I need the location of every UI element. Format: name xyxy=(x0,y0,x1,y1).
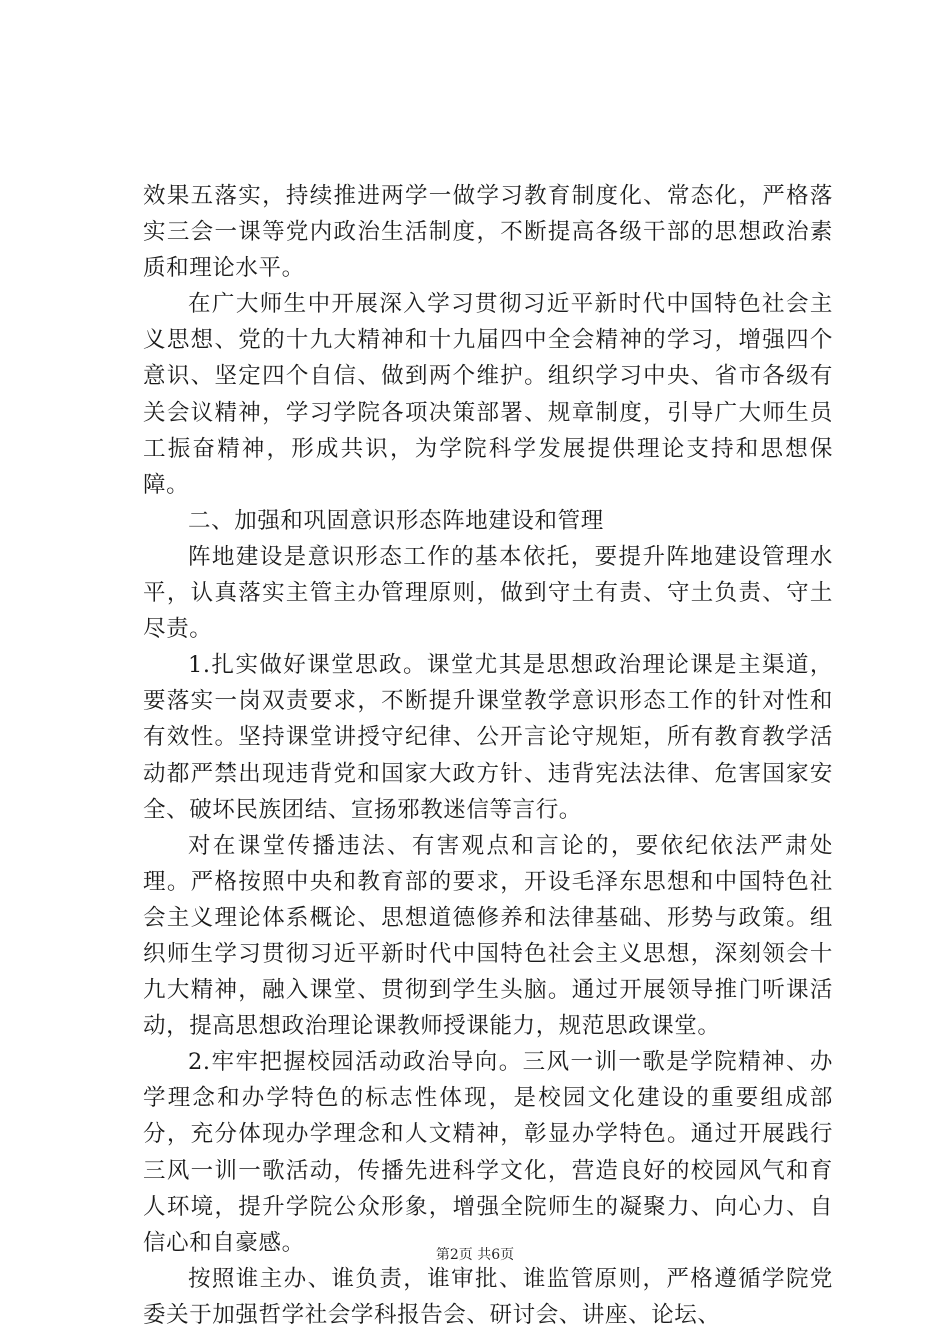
paragraph-3: 阵地建设是意识形态工作的基本依托，要提升阵地建设管理水平，认真落实主管主办管理原则，做到守土有责、守土负责、守土尽责。 xyxy=(143,543,833,643)
paragraph-7: 按照谁主办、谁负责，谁审批、谁监管原则，严格遵循学院党委关于加强哲学社会学科报告会、研讨会、讲座、论坛、 xyxy=(143,1265,833,1328)
paragraph-4: 1.扎实做好课堂思政。课堂尤其是思想政治理论课是主渠道，要落实一岗双责要求，不断提升课堂教学意识形态工作的针对性和有效性。坚持课堂讲授守纪律、公开言论守规矩，所有教育教学活动都严禁出现违背党和国家大政方针、违背宪法法律、危害国家安全、破坏民族团结、宣扬邪教迷信等言行。 xyxy=(143,652,833,823)
page-number-footer: 第2页 共6页 xyxy=(435,1247,515,1263)
paragraph-1: 效果五落实，持续推进两学一做学习教育制度化、常态化，严格落实三会一课等党内政治生活制度，不断提高各级干部的思想政治素质和理论水平。 xyxy=(143,183,833,282)
section-heading: 二、加强和巩固意识形态阵地建设和管理 xyxy=(188,507,604,534)
paragraph-6: 2.牢牢把握校园活动政治导向。三风一训一歌是学院精神、办学理念和办学特色的标志性体现，是校园文化建设的重要组成部分，充分体现办学理念和人文精神，彰显办学特色。通过开展践行三风一训一歌活动，传播先进科学文化，营造良好的校园风气和育人环境，提升学院公众形象，增强全院师生的凝聚力、向心力、自信心和自豪感。 xyxy=(143,1049,833,1256)
paragraph-2: 在广大师生中开展深入学习贯彻习近平新时代中国特色社会主义思想、党的十九大精神和十九届四中全会精神的学习，增强四个意识、坚定四个自信、做到两个维护。组织学习中央、省市各级有关会议精神，学习学院各项决策部署、规章制度，引导广大师生员工振奋精神，形成共识，为学院科学发展提供理论支持和思想保障。 xyxy=(143,291,833,498)
document-body xyxy=(143,178,833,1333)
paragraph-5: 对在课堂传播违法、有害观点和言论的，要依纪依法严肃处理。严格按照中央和教育部的要求，开设毛泽东思想和中国特色社会主义理论体系概论、思想道德修养和法律基础、形势与政策。组织师生学习贯彻习近平新时代中国特色社会主义思想，深刻领会十九大精神，融入课堂、贯彻到学生头脑。通过开展领导推门听课活动，提高思想政治理论课教师授课能力，规范思政课堂。 xyxy=(143,832,833,1040)
